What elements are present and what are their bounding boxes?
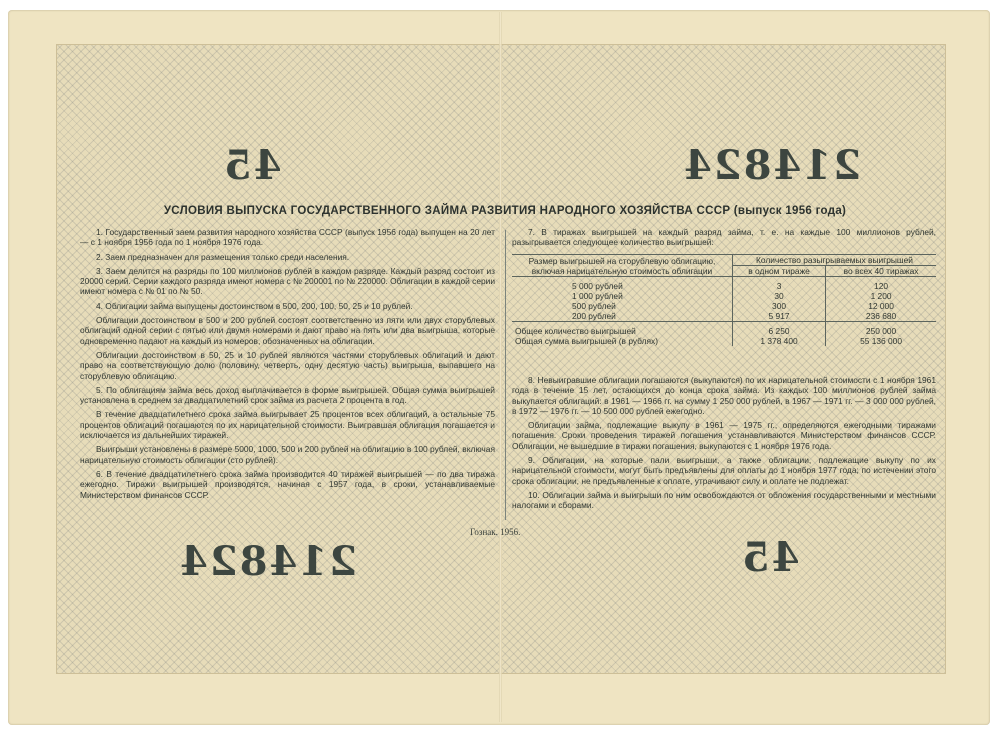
- total-sum-label: Общая сумма выигрышей (в рублях): [515, 336, 658, 346]
- total-sum-all: 55 136 000: [826, 336, 936, 346]
- table-row: [512, 336, 936, 346]
- one-draw-header: в одном тираже: [732, 266, 825, 277]
- table-row: [512, 281, 936, 291]
- paragraph: В течение двадцатилетнего срока займа выигрывает 25 процентов всех облигаций, а остальные 75 процентов облигаций погашаются по их нарицательной стоимости. Выигравшая облигация погашается и исключается из дальнейших тиражей.: [80, 409, 495, 441]
- prize-amount: 500 рублей: [572, 301, 616, 311]
- table-row: [512, 301, 936, 311]
- serial-number-top-right: 214824: [682, 142, 861, 189]
- prize-table: [512, 254, 936, 346]
- series-number-bottom-right: 45: [740, 534, 800, 581]
- prize-amount: 5 000 рублей: [572, 281, 623, 291]
- paragraph: 8. Невыигравшие облигации погашаются (выкупаются) по их нарицательной стоимости с 1 ноября 1961 года в течение 15 лет, остающихся до конца срока займа. Из каждых 100 миллионов рублей займа выкупается облигаций: в 1961 — 1966 гг. на сумму 1 250 000 рублей, в 1967 — 1971 гг. — 3 000 000 рублей, в 1972 — 1976 гг. — 10 500 000 рублей ежегодно.: [512, 375, 936, 416]
- left-column-text: [80, 227, 495, 504]
- paragraph: 3. Заем делится на разряды по 100 миллионов рублей в каждом разряде. Каждый разряд состоит из 20000 серий. Серии каждого разряда имеют номера с № 200001 по № 220000. Облигации в каждой серии имеют номера с № 01 по № 50.: [80, 265, 495, 297]
- right-column-text: [512, 375, 936, 515]
- all-draws-header: во всех 40 тиражах: [826, 266, 936, 277]
- conditions-title: УСЛОВИЯ ВЫПУСКА ГОСУДАРСТВЕННОГО ЗАЙМА РАЗВИТИЯ НАРОДНОГО ХОЗЯЙСТВА СССР (выпуск 1956 года): [163, 205, 847, 217]
- total-count-label: Общее количество выигрышей: [512, 322, 732, 337]
- one-draw-count: 300: [732, 301, 825, 311]
- paragraph: 7. В тиражах выигрышей на каждый разряд займа, т. е. на каждые 100 миллионов рублей, разыгрывается следующее количество выигрышей:: [512, 227, 936, 248]
- one-draw-count: 5 917: [732, 311, 825, 322]
- paragraph: 5. По облигациям займа весь доход выплачивается в форме выигрышей. Общая сумма выигрышей установлена в среднем за двадцатилетний срок займа из расчета 2 процента в год.: [80, 384, 495, 406]
- total-count-all: 250 000: [826, 322, 936, 337]
- all-draws-count: 120: [826, 281, 936, 291]
- paragraph: 1. Государственный заем развития народного хозяйства СССР (выпуск 1956 года) выпущен на 20 лет — с 1 ноября 1956 года по 1 ноября 1976 года.: [80, 227, 495, 248]
- paragraph: 9. Облигации, на которые пали выигрыши, а также облигации, подлежащие выкупу по их нарицательной стоимости, могут быть предъявлены для оплаты до 1 ноября 1977 года; по истечении этого срока облигации, не предъявленные к оплате, утрачивают силу и оплате не подлежат.: [512, 455, 936, 486]
- paragraph: Облигации достоинством в 500 и 200 рублей состоят соответственно из пяти или двух сторублевых облигаций одной серии с пятью или двумя номерами и дают право на пять или два выигрыша, которые одновременно падают на каждый из номеров, обозначенных на облигации.: [80, 315, 495, 346]
- paragraph: Облигации достоинством в 50, 25 и 10 рублей являются частями сторублевых облигаций и дают право на соответствующую долю (половину, четверть, одну десятую часть) выигрыша, выпавшего на сторублевую облигацию.: [80, 349, 495, 381]
- prize-count-header: Количество разыгрываемых выигрышей: [732, 255, 936, 266]
- total-sum-one: 1 378 400: [732, 336, 825, 346]
- paragraph: 10. Облигации займа и выигрыши по ним освобождаются от обложения государственными и местными налогами и сборами.: [512, 489, 936, 511]
- right-column-intro: [512, 227, 936, 252]
- paragraph: Облигации займа, подлежащие выкупу в 1961 — 1975 гг., определяются ежегодными тиражами погашения. Сроки проведения тиражей погашения устанавливаются Министерством финансов СССР. Облигации, не вышедшие в тиражи погашения, выкупаются с 1 ноября 1976 года.: [512, 420, 936, 451]
- total-count-one: 6 250: [732, 322, 825, 337]
- printer-imprint: Гознак. 1956.: [470, 527, 521, 537]
- table-row: [512, 291, 936, 301]
- table-row: [512, 322, 936, 337]
- one-draw-count: 30: [732, 291, 825, 301]
- paragraph: 2. Заем предназначен для размещения только среди населения.: [96, 251, 350, 262]
- serial-number-bottom-left: 214824: [178, 538, 357, 585]
- prize-size-header: Размер выигрышей на сторублевую облигацию, включая нарицательную стоимость облигации: [512, 255, 732, 277]
- table-row: [512, 311, 936, 322]
- prize-amount: 200 рублей: [572, 311, 616, 321]
- all-draws-count: 236 680: [826, 311, 936, 322]
- all-draws-count: 12 000: [826, 301, 936, 311]
- paper-fold: [499, 12, 502, 722]
- one-draw-count: 3: [732, 281, 825, 291]
- paragraph: Выигрыши установлены в размере 5000, 1000, 500 и 200 рублей на облигацию в 100 рублей, включая нарицательную стоимость облигации (сто рублей).: [80, 444, 495, 465]
- prize-amount: 1 000 рублей: [572, 291, 623, 301]
- all-draws-count: 1 200: [826, 291, 936, 301]
- series-number-top-left: 45: [222, 142, 282, 189]
- paragraph: 6. В течение двадцатилетнего срока займа производится 40 тиражей выигрышей — по два тиража ежегодно. Тиражи выигрышей производятся, начиная с 1957 года, в сроки, устанавливаемые Министерством финансов СССР.: [80, 468, 495, 500]
- paragraph: 4. Облигации займа выпущены достоинством в 500, 200, 100, 50, 25 и 10 рублей.: [96, 300, 413, 311]
- column-divider: [505, 230, 506, 520]
